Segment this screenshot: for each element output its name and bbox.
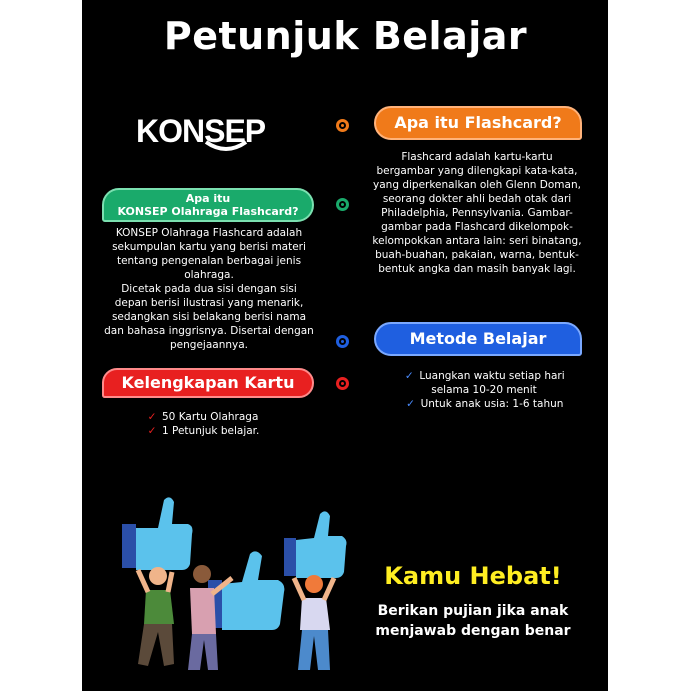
konsep-text-2: Dicetak pada dua sisi dengan sisi depan berisi ilustrasi yang menarik, sedangkan sisi belakang berisi nama dan bahasa inggrisnya. Disertai dengan pengejaannya. [104,283,314,351]
check-icon: ✓ [404,370,414,382]
kelengkapan-item [146,410,259,424]
metode-item-text: Untuk anak usia: 1-6 tahun [420,398,564,410]
check-icon: ✓ [147,411,157,423]
konsep-heading-line1: Apa itu [185,192,231,205]
kelengkapan-item-text: 50 Kartu Olahraga [162,411,259,423]
page-title: Petunjuk Belajar [163,14,528,58]
red-bullet-icon [336,377,349,390]
person-figure [138,567,174,666]
metode-item [384,369,584,397]
thumbs-up-people-icon [108,494,348,674]
metode-item [384,397,584,411]
konsep-logo-text: KONSEP [136,113,266,149]
person-figure [294,575,334,670]
check-icon: ✓ [406,398,415,410]
konsep-heading-line2: KONSEP Olahraga Flashcard? [117,205,299,218]
konsep-description [104,226,314,352]
kelengkapan-list [146,410,259,438]
thumbs-up-illustration [108,494,348,674]
cta-subtitle: Berikan pujian jika anak menjawab dengan benar [375,603,571,639]
flashcard-description: Flashcard adalah kartu-kartu bergambar yang dilengkapi kata-kata, yang diperkenalkan oleh Glenn Doman, seorang dokter ahli bedah otak dari Philadelphia, Pennsylvania. Gambar-gambar pada Flashcard dikelompok-kelompokkan antara lain: seri binatang, buah-buahan, pakaian, warna, bentuk-bentuk angka dan masih banyak lagi. [372,151,582,275]
kelengkapan-heading: Kelengkapan Kartu [102,368,314,398]
blue-bullet-icon [336,335,349,348]
konsep-text-1: KONSEP Olahraga Flashcard adalah sekumpulan kartu yang berisi materi tentang pengenalan berbagai jenis olahraga. [112,227,306,281]
thumbs-up-icon [122,497,193,570]
metode-item-text: Luangkan waktu setiap hari selama 10-20 menit [419,370,565,396]
flashcard-heading: Apa itu Flashcard? [374,106,582,140]
cta-title: Kamu Hebat! [384,562,562,590]
kelengkapan-item-text: 1 Petunjuk belajar. [162,425,260,437]
metode-heading: Metode Belajar [374,322,582,356]
orange-bullet-icon [336,119,349,132]
konsep-logo-graphic [136,112,286,152]
konsep-logo [136,112,286,160]
check-icon: ✓ [147,425,157,437]
green-bullet-icon [336,198,349,211]
kelengkapan-item [146,424,259,438]
konsep-heading [102,188,314,222]
thumbs-up-icon [284,511,347,578]
metode-list [384,369,584,411]
